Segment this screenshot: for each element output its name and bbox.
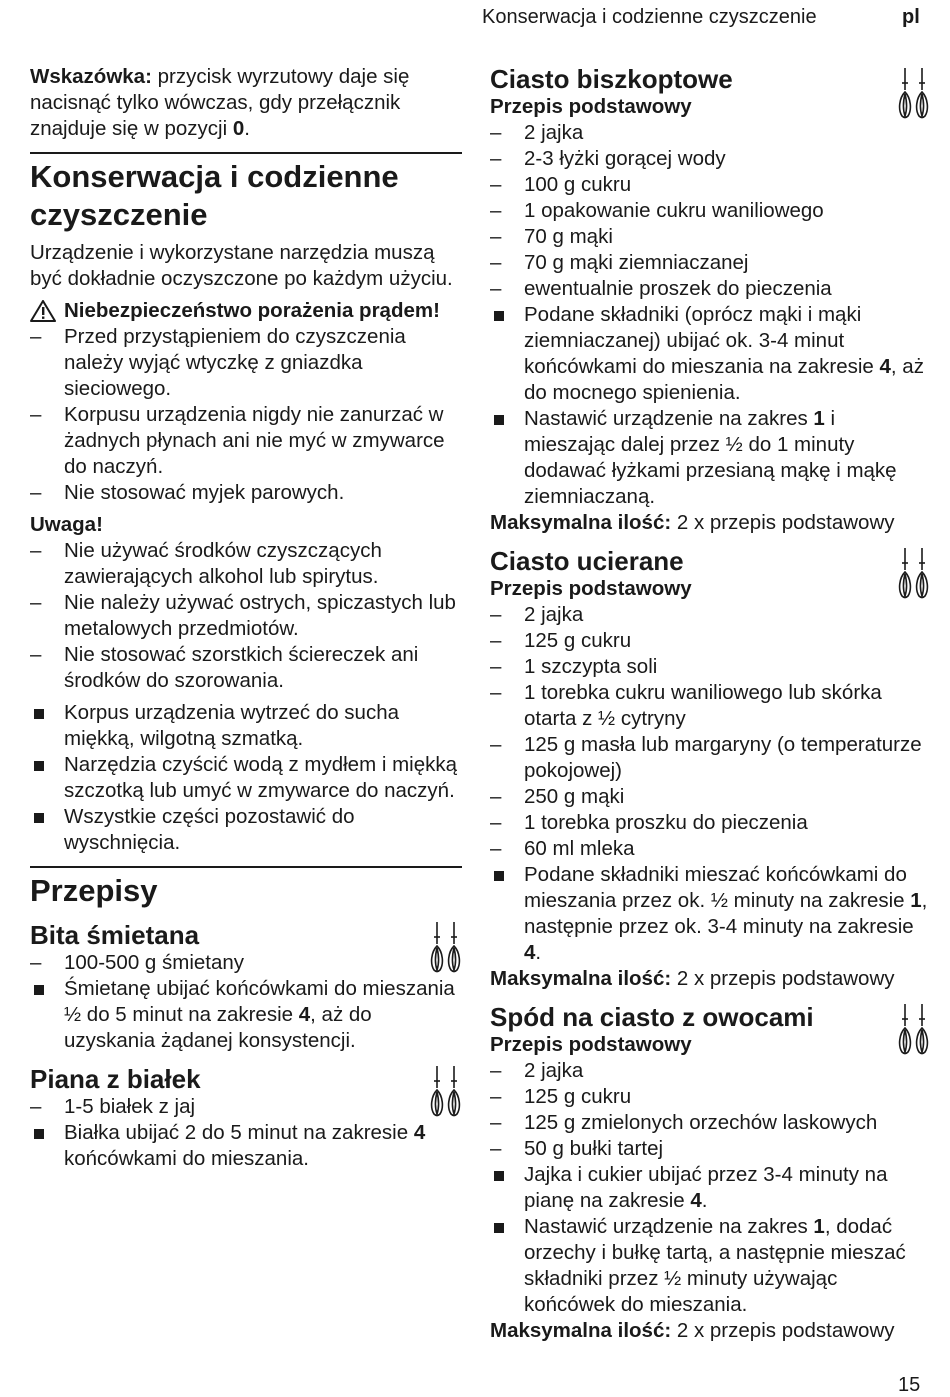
- step-text: Narzędzia czyścić wodą z mydłem i miękką szczotką lub umyć w zmywarce do naczyń.: [64, 753, 458, 802]
- speed-setting: 1: [910, 889, 922, 912]
- step-item: [490, 862, 930, 966]
- ingredient-text: 70 g mąki ziemniaczanej: [524, 251, 749, 274]
- speed-setting: 4: [524, 941, 536, 964]
- list-item-text: Nie używać środków czyszczących zawierających alkohol lub spirytus.: [64, 539, 382, 588]
- list-item: [30, 590, 462, 642]
- running-header: Konserwacja i codzienne czyszczenie: [482, 6, 817, 28]
- dash-marker: –: [490, 837, 502, 860]
- list-item-text: Nie należy używać ostrych, spiczastych lub metalowych przedmiotów.: [64, 591, 456, 640]
- dash-marker: –: [490, 681, 502, 704]
- care-steps: [30, 700, 462, 856]
- cream-heading-row: [30, 920, 462, 950]
- dash-marker: –: [490, 1085, 502, 1108]
- step-text: końcówkami do mieszania.: [64, 1147, 309, 1170]
- danger-heading: [30, 298, 462, 324]
- foam-title: Piana z białek: [30, 1064, 201, 1094]
- step-item: [30, 1120, 462, 1172]
- ingredient-text: 125 g masła lub margaryny (o temperaturze pokojowej): [524, 733, 922, 782]
- list-item: [30, 538, 462, 590]
- ingredient-item: [490, 120, 930, 146]
- list-item-text: Przed przystąpieniem do czyszczenia należy wyjąć wtyczkę z gniazdka sieciowego.: [64, 325, 406, 400]
- ingredient-text: 125 g cukru: [524, 629, 632, 652]
- step-item: [490, 302, 930, 406]
- square-bullet-icon: [34, 761, 44, 771]
- ingredient-item: [490, 784, 930, 810]
- square-bullet-icon: [494, 1223, 504, 1233]
- dash-marker: –: [490, 121, 502, 144]
- ingredient-item: [490, 250, 930, 276]
- dash-marker: –: [490, 147, 502, 170]
- ingredient-item: [490, 1084, 930, 1110]
- step-item: [30, 976, 462, 1054]
- danger-title: Niebezpieczeństwo porażenia prądem!: [64, 299, 440, 322]
- ingredient-text: 125 g cukru: [524, 1085, 632, 1108]
- ingredient-text: 50 g bułki tartej: [524, 1137, 664, 1160]
- step-text: Nastawić urządzenie na zakres: [524, 1215, 814, 1238]
- ingredient-text: 2 jajka: [524, 121, 584, 144]
- whisk-icon: [898, 548, 930, 600]
- care-intro: Urządzenie i wykorzystane narzędzia muszą być dokładnie oczyszczone po każdym użyciu.: [30, 241, 453, 290]
- section-rule: [30, 866, 462, 868]
- foam-heading-row: [30, 1064, 462, 1094]
- dash-marker: –: [490, 785, 502, 808]
- ingredient-text: 2-3 łyżki gorącej wody: [524, 147, 726, 170]
- list-item-text: Korpusu urządzenia nigdy nie zanurzać w żadnych płynach ani nie myć w zmywarce do naczyń.: [64, 403, 445, 478]
- step-text: Wszystkie części pozostawić do wyschnięcia.: [64, 805, 355, 854]
- list-item-text: Nie stosować szorstkich ściereczek ani środków do szorowania.: [64, 643, 419, 692]
- step-text: Śmietanę ubijać końcówkami do mieszania ½ do 5 minut na zakresie: [64, 977, 455, 1026]
- dash-marker: –: [490, 277, 502, 300]
- ingredient-text: 1 torebka cukru waniliowego lub skórka otarta z ½ cytryny: [524, 681, 882, 730]
- max-text: 2 x przepis podstawowy: [671, 1319, 895, 1342]
- dash-marker: –: [490, 173, 502, 196]
- sponge-title: Ciasto biszkoptowe: [490, 64, 733, 94]
- ingredient-item: [490, 1136, 930, 1162]
- max-label: Maksymalna ilość:: [490, 1319, 672, 1342]
- whisk-icon: [898, 68, 930, 120]
- square-bullet-icon: [494, 311, 504, 321]
- step-text: .: [701, 1189, 708, 1212]
- dash-marker: –: [30, 643, 42, 666]
- dash-marker: –: [490, 225, 502, 248]
- square-bullet-icon: [34, 709, 44, 719]
- step-text: Nastawić urządzenie na zakres: [524, 407, 814, 430]
- step-item: [30, 804, 462, 856]
- dash-marker: –: [490, 199, 502, 222]
- ingredient-text: 2 jajka: [524, 1059, 584, 1082]
- step-text: Podane składniki (oprócz mąki i mąki ziemniaczanej) ubijać ok. 3-4 minut końcówkami do mieszania na zakresie: [524, 303, 880, 378]
- ingredient-item: [490, 1110, 930, 1136]
- fruit-subtitle: Przepis podstawowy: [490, 1033, 692, 1056]
- step-item: [490, 1162, 930, 1214]
- list-item: [30, 480, 462, 506]
- speed-setting: 1: [813, 1215, 825, 1238]
- step-text: , aż do mocnego spienienia.: [524, 355, 924, 404]
- ingredient-item: [490, 680, 930, 732]
- step-text: Korpus urządzenia wytrzeć do sucha miękką, wilgotną szmatką.: [64, 701, 400, 750]
- ingredient-text: 125 g zmielonych orzechów laskowych: [524, 1111, 878, 1134]
- step-text: Podane składniki mieszać końcówkami do mieszania przez ok. ½ minuty na zakresie: [524, 863, 911, 912]
- list-item-text: 1-5 białek z jaj: [64, 1095, 196, 1118]
- ingredient-item: [490, 224, 930, 250]
- ingredient-item: [490, 198, 930, 224]
- caution-heading: Uwaga!: [30, 513, 103, 536]
- list-item: [30, 642, 462, 694]
- tip-text: przycisk wyrzutowy daje się nacisnąć tylko wówczas, gdy przełącznik znajduje się w pozycji: [30, 65, 410, 140]
- dash-marker: –: [30, 539, 42, 562]
- max-text: 2 x przepis podstawowy: [671, 511, 895, 534]
- ingredient-text: 100 g cukru: [524, 173, 632, 196]
- fruit-heading-row: [490, 1002, 930, 1032]
- speed-setting: 4: [413, 1121, 426, 1144]
- ingredient-text: 60 ml mleka: [524, 837, 635, 860]
- dash-marker: –: [490, 251, 502, 274]
- square-bullet-icon: [34, 1129, 44, 1139]
- tip-paragraph: [30, 64, 462, 142]
- step-item: [30, 700, 462, 752]
- ingredient-text: ewentualnie proszek do pieczenia: [524, 277, 832, 300]
- step-text: , aż do uzyskania żądanej konsystencji.: [64, 1003, 372, 1052]
- speed-setting: 4: [690, 1189, 702, 1212]
- step-item: [30, 752, 462, 804]
- step-item: [490, 406, 930, 510]
- ingredient-text: 1 torebka proszku do pieczenia: [524, 811, 808, 834]
- max-quantity: [490, 966, 930, 992]
- ingredient-item: [490, 836, 930, 862]
- tip-position: 0: [232, 117, 245, 140]
- list-item: [30, 1094, 462, 1120]
- language-code: pl: [902, 6, 920, 28]
- list-item: [30, 324, 462, 402]
- step-text: Białka ubijać 2 do 5 minut na zakresie: [64, 1121, 414, 1144]
- dash-marker: –: [490, 1137, 502, 1160]
- page-number: 15: [898, 1374, 921, 1396]
- dash-marker: –: [30, 951, 42, 974]
- tip-label: Wskazówka:: [30, 65, 152, 88]
- ingredient-text: 1 opakowanie cukru waniliowego: [524, 199, 824, 222]
- ingredient-item: [490, 172, 930, 198]
- square-bullet-icon: [34, 985, 44, 995]
- ingredient-item: [490, 602, 930, 628]
- left-column: [30, 64, 462, 1172]
- square-bullet-icon: [494, 871, 504, 881]
- ingredient-item: [490, 146, 930, 172]
- ingredient-item: [490, 628, 930, 654]
- step-text: i mieszając dalej przez ½ do 1 minuty dodawać łyżkami przesianą mąkę i mąkę ziemniaczaną.: [524, 407, 897, 508]
- section-rule: [30, 152, 462, 154]
- max-label: Maksymalna ilość:: [490, 967, 672, 990]
- dash-marker: –: [30, 591, 42, 614]
- dash-marker: –: [30, 325, 42, 348]
- dash-marker: –: [490, 655, 502, 678]
- max-quantity: [490, 1318, 930, 1344]
- ingredient-item: [490, 276, 930, 302]
- step-text: , dodać orzechy i bułkę tartą, a następnie mieszać składniki przez ½ minuty używając końcówek do mieszania.: [524, 1215, 906, 1316]
- care-heading: Konserwacja i codzienne czyszczenie: [30, 159, 399, 232]
- list-item: [30, 950, 462, 976]
- ingredient-item: [490, 732, 930, 784]
- square-bullet-icon: [34, 813, 44, 823]
- pound-heading-row: [490, 546, 930, 576]
- step-item: [490, 1214, 930, 1318]
- dash-marker: –: [30, 481, 42, 504]
- ingredient-text: 1 szczypta soli: [524, 655, 658, 678]
- step-text: Jajka i cukier ubijać przez 3-4 minuty na pianę na zakresie: [524, 1163, 888, 1212]
- pound-title: Ciasto ucierane: [490, 546, 684, 576]
- max-label: Maksymalna ilość:: [490, 511, 672, 534]
- pound-subtitle: Przepis podstawowy: [490, 577, 692, 600]
- dash-marker: –: [490, 629, 502, 652]
- ingredient-item: [490, 654, 930, 680]
- dash-marker: –: [490, 1059, 502, 1082]
- warning-triangle-icon: [30, 300, 56, 322]
- dash-marker: –: [490, 603, 502, 626]
- step-text: .: [535, 941, 542, 964]
- square-bullet-icon: [494, 1171, 504, 1181]
- ingredient-text: 2 jajka: [524, 603, 584, 626]
- whisk-icon: [898, 1004, 930, 1056]
- square-bullet-icon: [494, 415, 504, 425]
- recipes-heading: Przepisy: [30, 873, 158, 908]
- dash-marker: –: [30, 1095, 42, 1118]
- max-text: 2 x przepis podstawowy: [671, 967, 895, 990]
- list-item-text: 100-500 g śmietany: [64, 951, 245, 974]
- ingredient-text: 250 g mąki: [524, 785, 625, 808]
- speed-setting: 4: [879, 355, 891, 378]
- speed-setting: 4: [298, 1003, 311, 1026]
- list-item-text: Nie stosować myjek parowych.: [64, 481, 345, 504]
- dash-marker: –: [30, 403, 42, 426]
- step-text: , następnie przez ok. 3-4 minuty na zakresie: [524, 889, 928, 938]
- sponge-subtitle: Przepis podstawowy: [490, 95, 692, 118]
- ingredient-item: [490, 810, 930, 836]
- ingredient-text: 70 g mąki: [524, 225, 613, 248]
- fruit-title: Spód na ciasto z owocami: [490, 1002, 814, 1032]
- right-column: [490, 64, 930, 1344]
- cream-title: Bita śmietana: [30, 920, 200, 950]
- ingredient-item: [490, 1058, 930, 1084]
- sponge-heading-row: [490, 64, 930, 94]
- speed-setting: 1: [813, 407, 825, 430]
- dash-marker: –: [490, 811, 502, 834]
- dash-marker: –: [490, 733, 502, 756]
- tip-end: .: [244, 117, 250, 140]
- dash-marker: –: [490, 1111, 502, 1134]
- max-quantity: [490, 510, 930, 536]
- list-item: [30, 402, 462, 480]
